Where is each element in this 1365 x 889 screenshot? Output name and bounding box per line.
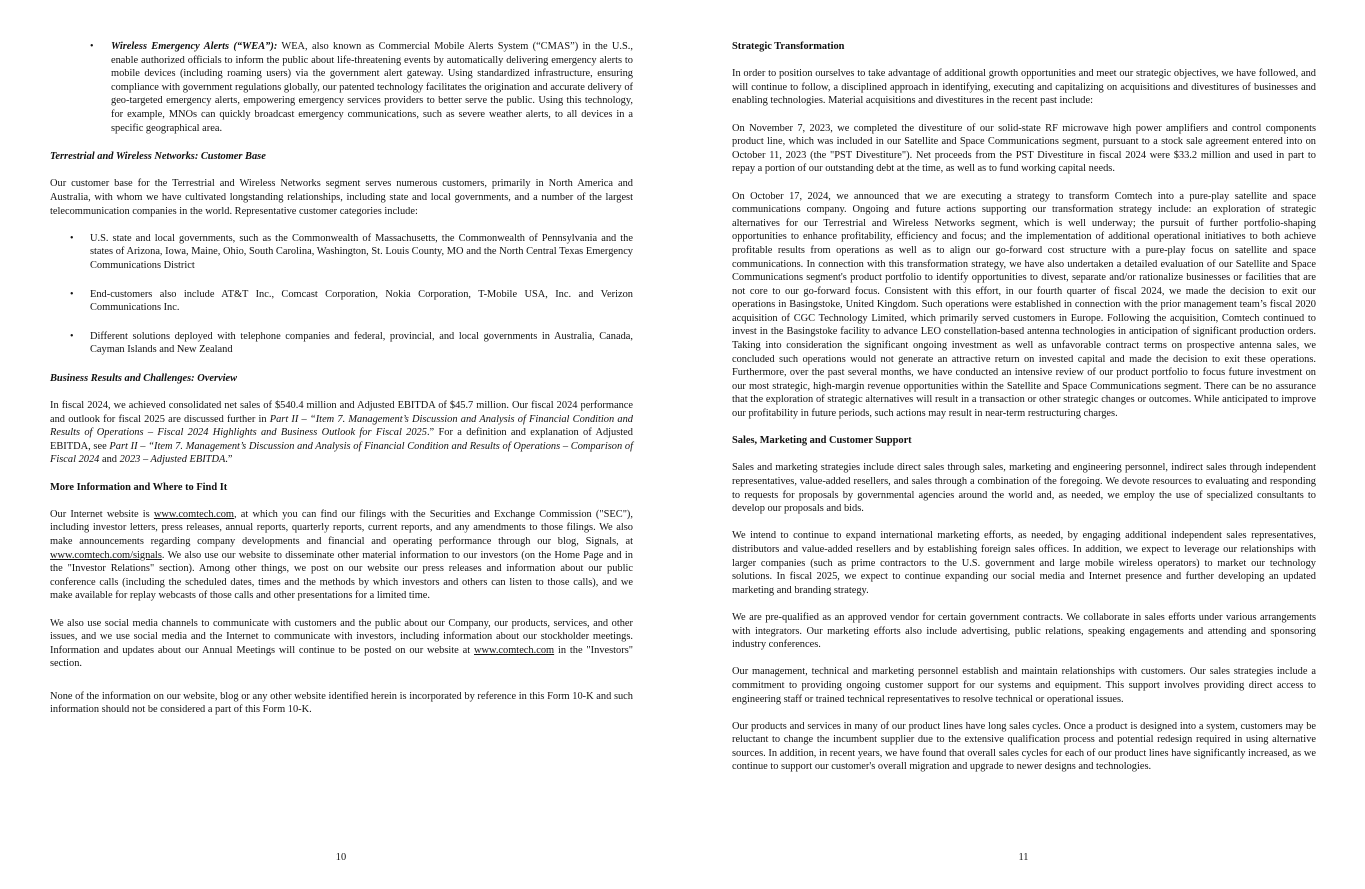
bullet-icon: • xyxy=(70,232,74,244)
more-info-heading: More Information and Where to Find It xyxy=(50,481,228,493)
strategic-heading: Strategic Transformation xyxy=(732,41,845,52)
results-text: .” For a definition and explanation of Adjusted EBITDA, see xyxy=(50,427,633,452)
right-column xyxy=(732,40,1316,788)
wea-label: Wireless Emergency Alerts (“WEA”): xyxy=(111,41,278,52)
signals-link[interactable]: www.comtech.com/signals xyxy=(50,549,162,561)
results-text: .” xyxy=(225,454,233,466)
results-text: In fiscal 2024, we achieved consolidated net sales of $540.4 million and Adjusted EBITDA of $45.7 million. Our fiscal 2024 performance and outlook for fiscal 2025 are discussed further in xyxy=(50,400,633,425)
customer-bullet-text: U.S. state and local governments, such as the Commonwealth of Massachusetts, the Commonwealth of Pennsylvania and the states of Arizona, Iowa, Maine, Ohio, South Carolina, Washington, St. Louis County, MO and the North Central Texas Emergency Communications District xyxy=(90,232,633,271)
customer-bullet-text: End-customers also include AT&T Inc., Comcast Corporation, Nokia Corporation, T-Mobile USA, Inc. and Verizon Communications Inc. xyxy=(90,288,633,314)
page-left xyxy=(0,0,682,889)
page-right xyxy=(682,0,1365,889)
results-text: and xyxy=(99,454,120,466)
results-ref: Part II – “Item 7. Management’s Discussion and Analysis of Financial Condition and Results of Operations – Fiscal 2024 Highlights and Business Outlook for Fiscal 2025 xyxy=(50,413,633,439)
bullet-icon: • xyxy=(70,330,74,342)
results-ref: Part II – “Item 7. Management’s Discussion and Analysis of Financial Condition and Results of Operations – Comparison of Fiscal 2024 xyxy=(50,440,633,466)
customer-bullet-text: Different solutions deployed with telephone companies and federal, provincial, and local governments in Australia, Canada, Cayman Islands and New Zealand xyxy=(90,330,633,356)
more-info-text: . We also use our website to disseminate other material information to our investors (on the Home Page and in the "Investor Relations" section). Among other things, we post on our website our press releases and information about our public conference calls (including the scheduled dates, times and the methods by which investors and others can listen to those calls), and we make available for replay webcasts of those calls and other presentations for a limited time. xyxy=(50,549,633,602)
left-column xyxy=(50,40,633,730)
strategic-paragraph: In order to position ourselves to take advantage of additional growth opportunities and meet our strategic objectives, we have followed, and will continue to follow, a disciplined approach in identifying, executing and capitalizing on acquisitions and divestitures of businesses and enabling technologies. Material acquisitions and divestitures in the recent past include: xyxy=(732,68,1316,107)
more-info-paragraph xyxy=(50,508,633,603)
more-info-text: , at which you can find our filings with the Securities and Exchange Commission ("SEC"), including investor letters, press releases, annual reports, quarterly reports, current reports, and any amendments to those filings. We also make announcements regarding company developments and financial and operating performance through our blog, Signals, at xyxy=(50,508,633,547)
results-paragraph xyxy=(50,399,633,467)
page-number: 10 xyxy=(335,852,347,863)
social-text: We also use social media channels to communicate with customers and the public about our Company, our products, services, and other issues, and we use social media and the Internet to communicate with investors, including information about our stockholder meetings. Information and updates about our Annual Meetings will continue to be posted on our website at xyxy=(50,617,633,656)
sales-heading: Sales, Marketing and Customer Support xyxy=(732,435,912,447)
customer-base-intro: Our customer base for the Terrestrial and Wireless Networks segment serves numerous customers, primarily in North America and Australia, with whom we have cultivated longstanding relationships, including state and local governments, and a number of the largest telecommunication companies in the world. Representative customer categories include: xyxy=(50,178,633,217)
strategic-paragraph: On October 17, 2024, we announced that we are executing a strategy to transform Comtech into a pure-play satellite and space communications company. Ongoing and future actions supporting our transformation strategy include: an exploration of strategic alternatives for our Terrestrial and Wireless Networks segment, which is well underway; the pursuit of further portfolio-shaping opportunities to enhance profitability, efficiency and focus; and the implementation of additional operational initiatives to both achieve profitable results from operations as well as to align our go-forward cost structure with a pure-play focus on satellite and space communications. In connection with this transformation strategy, we have also undertaken a detailed evaluation of our Satellite and Space Communications segment's product portfolio to identify opportunities to divest, separate and/or rationalize businesses or facilities that are not core to our go-forward focus. Consistent with this effort, in our fourth quarter of fiscal 2024, we made the decision to exit our operations in Basingstoke, United Kingdom. Such operations were established in connection with the prior management team’s fiscal 2020 acquisition of CGC Technology Limited, which primarily served customers in Europe. Following the acquisition, Comtech continued to invest in the Basingstoke facility to advance LEO constellation-based antenna technologies in anticipation of significant production orders. Taking into consideration the significant ongoing investment as well as unfavorable contract terms on prospective antenna sales, we concluded such operations would not generate an attractive return on invested capital and made the decision to exit these operations. Furthermore, over the past several months, we have conducted an intensive review of our product portfolio to focus future investment on our most strategic, high-margin revenue opportunities within the Satellite and Space Communications segment. There can be no assurance that the exploration of strategic alternatives will result in a transaction or other strategic changes or outcomes. While anticipated to improve our profitability in future periods, such actions may result in near-term restructuring charges. xyxy=(732,190,1316,420)
social-media-paragraph xyxy=(50,617,633,671)
results-heading: Business Results and Challenges: Overview xyxy=(50,372,238,384)
bullet-icon: • xyxy=(90,41,94,52)
wea-bullet xyxy=(50,40,633,135)
wea-text: WEA, also known as Commercial Mobile Alerts System (“CMAS”) in the U.S., enable authorized officials to inform the public about life-threatening events by automatically delivering emergency alerts to mobile devices (including roaming users) via the government alert gateway. Using standardized infrastructure, ensuring compliance with government regulations globally, our patented technology facilitates the origination and accurate delivery of geo-targeted emergency alerts, empowering emergency services providers to better serve the public. Using this technology, for example, MNOs can quickly broadcast emergency communications, such as severe weather alerts, to all devices in a specific geographical area. xyxy=(111,41,633,134)
sales-paragraph: Sales and marketing strategies include direct sales through sales, marketing and engineering personnel, indirect sales through independent representatives, value-added resellers, and sales through a combination of the foregoing. We devote resources to evaluating and responding to requests for proposals by governmental agencies around the world and, as needed, we employ the use of specialized consultants to develop our proposals and bids. xyxy=(732,462,1316,515)
page-number: 11 xyxy=(1018,852,1029,863)
sales-paragraph: Our management, technical and marketing personnel establish and maintain relationships with customers. Our sales strategies include a commitment to providing ongoing customer support for our systems and equipment. This support involves providing direct access to engineering staff or trained technical representatives to resolve technical or operational issues. xyxy=(732,666,1316,705)
sales-paragraph: We intend to continue to expand international marketing efforts, as needed, by engaging additional independent sales representatives, distributors and value-added resellers and by establishing foreign sales offices. In addition, we expect to leverage our relationships with larger companies (such as prime contractors to the U.S. government and large mobile wireless operators) to market our technology solutions. In fiscal 2025, we expect to continue expanding our social media and Internet presence and further developing an updated marketing and branding strategy. xyxy=(732,530,1316,596)
bullet-icon: • xyxy=(70,288,74,300)
customer-bullet xyxy=(50,232,633,273)
customer-bullet xyxy=(50,288,633,315)
more-info-text: Our Internet website is xyxy=(50,508,154,520)
customer-bullet xyxy=(50,330,633,357)
website-link[interactable]: www.comtech.com xyxy=(153,508,235,520)
website-link[interactable]: www.comtech.com xyxy=(473,644,555,656)
sales-paragraph: Our products and services in many of our product lines have long sales cycles. Once a product is designed into a system, customers may be reluctant to change the incumbent supplier due to the extensive qualification process and potential redesign required in using alternative sources. In addition, in recent years, we have found that overall sales cycles for each of our product lines have significantly increased, as we continue to support our customer's overall migration and upgrade to newer designs and technologies. xyxy=(732,720,1316,773)
results-ref: 2023 – Adjusted EBITDA xyxy=(119,454,226,466)
customer-base-heading: Terrestrial and Wireless Networks: Customer Base xyxy=(50,151,266,163)
sales-paragraph: We are pre-qualified as an approved vendor for certain government contracts. We collaborate in sales efforts under various arrangements with integrators. Our marketing efforts also include advertising, public relations, speaking engagements and attending and sponsoring industry conferences. xyxy=(732,611,1316,651)
strategic-paragraph: On November 7, 2023, we completed the divestiture of our solid-state RF microwave high power amplifiers and control components product line, which was included in our Satellite and Space Communications segment, pursuant to a stock sale agreement entered into on October 11, 2023 (the "PST Divestiture"). Net proceeds from the PST Divestiture in fiscal 2024 were $33.2 million and used in part to repay a portion of our outstanding debt at the time, as well as to fund working capital needs. xyxy=(732,122,1316,175)
disclaimer-paragraph: None of the information on our website, blog or any other website identified herein is incorporated by reference in this Form 10-K and such information should not be considered a part of this Form 10-K. xyxy=(50,690,633,716)
social-text: in the "Investors" section. xyxy=(50,644,633,670)
